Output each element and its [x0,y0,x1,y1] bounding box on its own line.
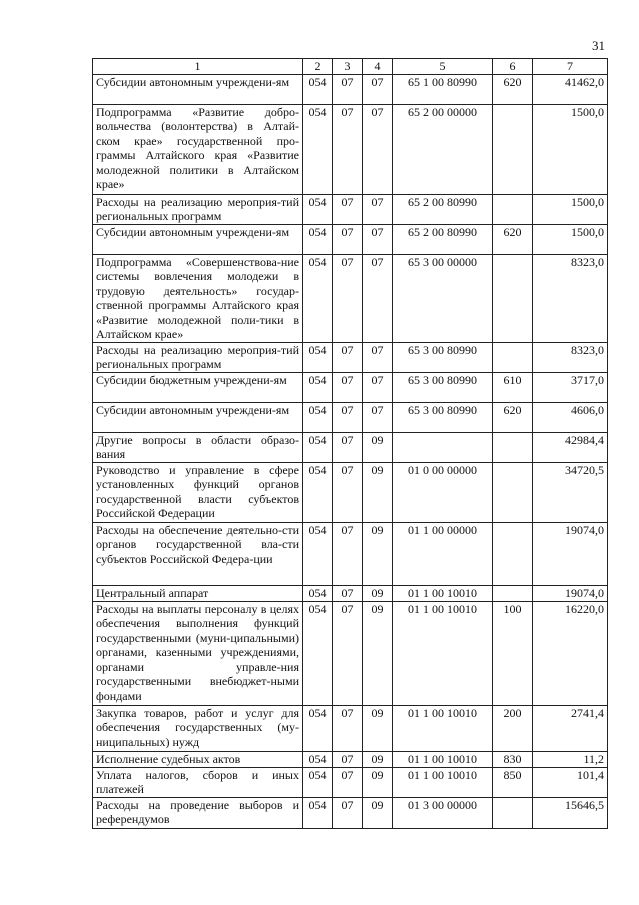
subsection-code-cell: 07 [363,372,393,402]
row-name-cell: Закупка товаров, работ и услуг для обеспечения государственных (му-ниципальных) нужд [93,705,303,751]
amount-cell: 16220,0 [533,601,608,705]
subsection-code-cell: 07 [363,74,393,104]
subsection-code-cell: 07 [363,194,393,224]
table-row [93,705,608,751]
section-code-cell: 07 [333,432,363,462]
target-article-cell: 01 1 00 10010 [393,751,493,767]
subsection-code-cell: 07 [363,402,393,432]
table-row [93,254,608,342]
subsection-code-cell: 09 [363,601,393,705]
row-name-cell: Уплата налогов, сборов и иных платежей [93,767,303,797]
expense-type-cell [493,585,533,601]
amount-cell: 11,2 [533,751,608,767]
ministry-code-cell: 054 [303,751,333,767]
subsection-code-cell: 07 [363,342,393,372]
amount-cell: 3717,0 [533,372,608,402]
expense-type-cell [493,104,533,194]
row-name-cell: Исполнение судебных актов [93,751,303,767]
row-name-cell: Расходы на выплаты персоналу в целях обеспечения выполнения функций государственными (муни-ципальными) органами, казенными учреждениями, органами управле-ния государственными внебюджет-ными фондами [93,601,303,705]
amount-cell: 19074,0 [533,585,608,601]
expense-type-cell: 620 [493,402,533,432]
header-cell: 3 [333,59,363,75]
row-name-cell: Субсидии автономным учреждени-ям [93,224,303,254]
expense-type-cell [493,522,533,585]
expense-type-cell: 850 [493,767,533,797]
amount-cell: 1500,0 [533,224,608,254]
table-row [93,462,608,522]
expense-type-cell: 610 [493,372,533,402]
amount-cell: 34720,5 [533,462,608,522]
amount-cell: 8323,0 [533,342,608,372]
table-row [93,522,608,585]
target-article-cell: 01 1 00 10010 [393,585,493,601]
row-name-cell: Другие вопросы в области образо-вания [93,432,303,462]
header-cell: 6 [493,59,533,75]
target-article-cell: 65 2 00 80990 [393,224,493,254]
section-code-cell: 07 [333,601,363,705]
target-article-cell: 65 3 00 80990 [393,402,493,432]
target-article-cell: 65 1 00 80990 [393,74,493,104]
ministry-code-cell: 054 [303,462,333,522]
section-code-cell: 07 [333,254,363,342]
row-name-cell: Расходы на реализацию мероприя-тий региональных программ [93,342,303,372]
target-article-cell: 01 3 00 00000 [393,797,493,828]
amount-cell: 4606,0 [533,402,608,432]
ministry-code-cell: 054 [303,254,333,342]
target-article-cell: 01 1 00 00000 [393,522,493,585]
table-row [93,767,608,797]
expense-type-cell: 200 [493,705,533,751]
ministry-code-cell: 054 [303,797,333,828]
ministry-code-cell: 054 [303,585,333,601]
row-name-cell: Расходы на реализацию мероприя-тий региональных программ [93,194,303,224]
target-article-cell: 65 2 00 80990 [393,194,493,224]
amount-cell: 1500,0 [533,104,608,194]
table-row [93,402,608,432]
section-code-cell: 07 [333,74,363,104]
table-row [93,342,608,372]
row-name-cell: Субсидии автономным учреждени-ям [93,402,303,432]
section-code-cell: 07 [333,797,363,828]
section-code-cell: 07 [333,705,363,751]
section-code-cell: 07 [333,372,363,402]
subsection-code-cell: 07 [363,224,393,254]
ministry-code-cell: 054 [303,705,333,751]
expense-type-cell [493,194,533,224]
header-cell: 7 [533,59,608,75]
table-row [93,797,608,828]
subsection-code-cell: 09 [363,797,393,828]
ministry-code-cell: 054 [303,104,333,194]
table-row [93,751,608,767]
section-code-cell: 07 [333,462,363,522]
expense-type-cell [493,432,533,462]
row-name-cell: Субсидии бюджетным учреждени-ям [93,372,303,402]
amount-cell: 41462,0 [533,74,608,104]
subsection-code-cell: 09 [363,585,393,601]
expense-type-cell: 620 [493,224,533,254]
table-row [93,601,608,705]
target-article-cell: 65 3 00 80990 [393,342,493,372]
section-code-cell: 07 [333,402,363,432]
amount-cell: 2741,4 [533,705,608,751]
header-row [93,59,608,75]
expense-type-cell: 100 [493,601,533,705]
subsection-code-cell: 09 [363,751,393,767]
expense-type-cell [493,254,533,342]
section-code-cell: 07 [333,194,363,224]
section-code-cell: 07 [333,751,363,767]
row-name-cell: Подпрограмма «Развитие добро-вольчества (волонтерства) в Алтай-ском крае» государственной про-граммы Алтайского края «Развитие молодежной политики в Алтайском крае» [93,104,303,194]
target-article-cell [393,432,493,462]
target-article-cell: 65 2 00 00000 [393,104,493,194]
table-row [93,585,608,601]
expense-type-cell: 620 [493,74,533,104]
amount-cell: 101,4 [533,767,608,797]
subsection-code-cell: 07 [363,104,393,194]
row-name-cell: Центральный аппарат [93,585,303,601]
target-article-cell: 65 3 00 80990 [393,372,493,402]
section-code-cell: 07 [333,522,363,585]
target-article-cell: 01 1 00 10010 [393,705,493,751]
target-article-cell: 65 3 00 00000 [393,254,493,342]
budget-table [92,58,608,829]
section-code-cell: 07 [333,767,363,797]
ministry-code-cell: 054 [303,74,333,104]
ministry-code-cell: 054 [303,432,333,462]
expense-type-cell: 830 [493,751,533,767]
section-code-cell: 07 [333,585,363,601]
section-code-cell: 07 [333,104,363,194]
ministry-code-cell: 054 [303,767,333,797]
subsection-code-cell: 09 [363,767,393,797]
table-body [93,74,608,828]
row-name-cell: Расходы на обеспечение деятельно-сти органов государственной вла-сти субъектов Российской Федера-ции [93,522,303,585]
header-cell: 4 [363,59,393,75]
ministry-code-cell: 054 [303,402,333,432]
row-name-cell: Руководство и управление в сфере установленных функций органов государственной власти субъектов Российской Федерации [93,462,303,522]
table-row [93,432,608,462]
subsection-code-cell: 07 [363,254,393,342]
target-article-cell: 01 1 00 10010 [393,767,493,797]
section-code-cell: 07 [333,342,363,372]
header-cell: 5 [393,59,493,75]
section-code-cell: 07 [333,224,363,254]
row-name-cell: Расходы на проведение выборов и референдумов [93,797,303,828]
row-name-cell: Субсидии автономным учреждени-ям [93,74,303,104]
table-row [93,104,608,194]
table-row [93,74,608,104]
amount-cell: 15646,5 [533,797,608,828]
table-row [93,372,608,402]
expense-type-cell [493,342,533,372]
ministry-code-cell: 054 [303,372,333,402]
expense-type-cell [493,797,533,828]
ministry-code-cell: 054 [303,601,333,705]
amount-cell: 1500,0 [533,194,608,224]
expense-type-cell [493,462,533,522]
subsection-code-cell: 09 [363,432,393,462]
row-name-cell: Подпрограмма «Совершенствова-ние системы вовлечения молодежи в трудовую деятельность» государ-ственной программы Алтайского края «Развитие молодежной поли-тики в Алтайском крае» [93,254,303,342]
ministry-code-cell: 054 [303,194,333,224]
header-cell: 1 [93,59,303,75]
header-cell: 2 [303,59,333,75]
target-article-cell: 01 0 00 00000 [393,462,493,522]
ministry-code-cell: 054 [303,342,333,372]
subsection-code-cell: 09 [363,462,393,522]
subsection-code-cell: 09 [363,522,393,585]
subsection-code-cell: 09 [363,705,393,751]
table-row [93,194,608,224]
page-number: 31 [592,38,605,53]
amount-cell: 42984,4 [533,432,608,462]
amount-cell: 19074,0 [533,522,608,585]
ministry-code-cell: 054 [303,522,333,585]
ministry-code-cell: 054 [303,224,333,254]
target-article-cell: 01 1 00 10010 [393,601,493,705]
amount-cell: 8323,0 [533,254,608,342]
table-row [93,224,608,254]
